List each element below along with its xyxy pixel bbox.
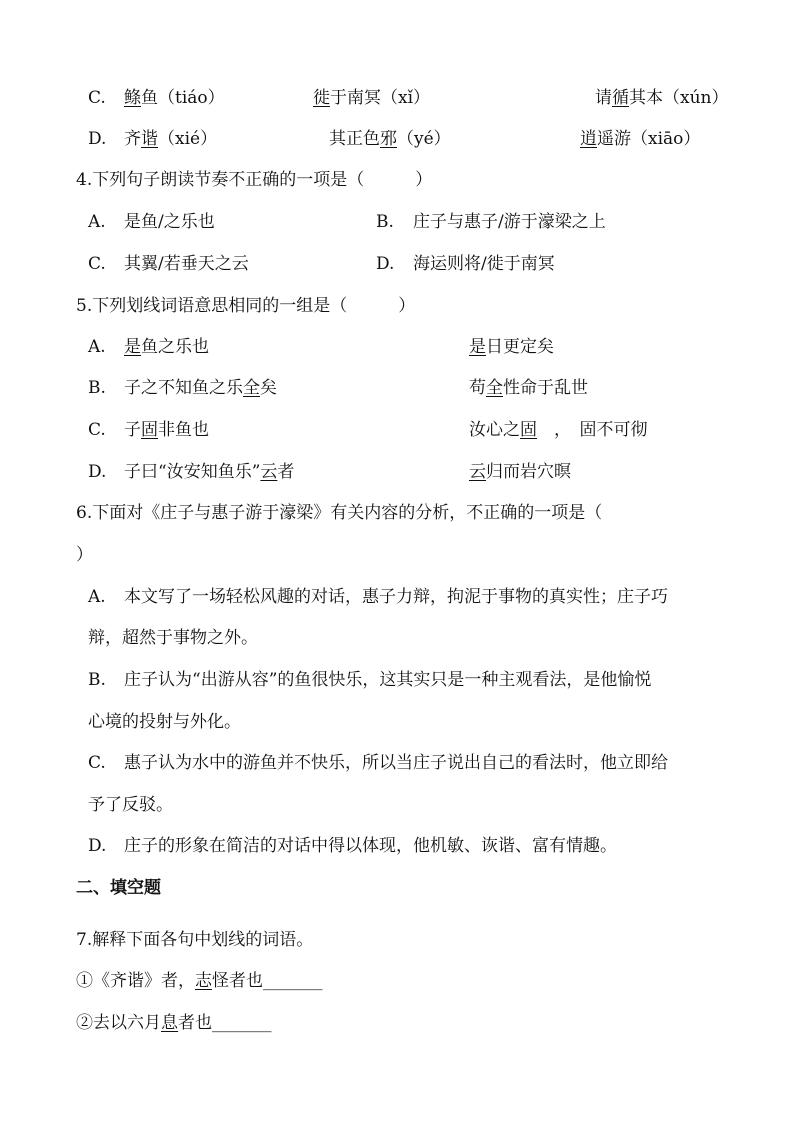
q5-c-left: 子固非鱼也 bbox=[124, 420, 209, 440]
q6-b-line1: 庄子认为“出游从容”的鱼很快乐，这其实只是一种主观看法，是他愉悦 bbox=[124, 670, 652, 690]
q4-c-letter: C. bbox=[88, 254, 106, 274]
q6-c-line2: 予了反驳。 bbox=[88, 795, 173, 815]
q3-option-d-2: 其正色邪（yé） bbox=[329, 129, 451, 149]
q5-d-letter: D. bbox=[88, 462, 107, 482]
q6-stem-line2: ） bbox=[76, 545, 93, 565]
q5-a-left: 是鱼之乐也 bbox=[124, 337, 209, 357]
q6-d-letter: D. bbox=[88, 836, 107, 856]
q3-option-d-3: 逍遥游（xiāo） bbox=[580, 129, 701, 149]
q4-a-letter: A. bbox=[88, 212, 106, 232]
q5-c-right: 汝心之固 ， 固不可彻 bbox=[469, 420, 648, 440]
q5-d-left: 子曰“汝安知鱼乐”云者 bbox=[124, 462, 295, 482]
q4-d-letter: D. bbox=[376, 254, 395, 274]
q5-b-left: 子之不知鱼之乐全矣 bbox=[124, 378, 277, 398]
q4-b-text: 庄子与惠子/游于濠梁之上 bbox=[413, 212, 606, 232]
q3-option-c-3: 请循其本（xún） bbox=[595, 88, 729, 108]
q7-stem: 7.解释下面各句中划线的词语。 bbox=[76, 930, 314, 950]
q6-c-letter: C. bbox=[88, 753, 106, 773]
q5-b-right: 苟全性命于乱世 bbox=[469, 378, 588, 398]
q4-b-letter: B. bbox=[376, 212, 394, 232]
q5-stem: 5.下列划线词语意思相同的一组是（ ） bbox=[76, 296, 416, 316]
q4-c-text: 其翼/若垂天之云 bbox=[124, 254, 249, 274]
q6-a-letter: A. bbox=[88, 587, 106, 607]
q5-a-right: 是日更定矣 bbox=[469, 337, 554, 357]
q3-option-d-1: 齐谐（xié） bbox=[124, 129, 218, 149]
q4-d-text: 海运则将/徙于南冥 bbox=[413, 254, 555, 274]
q6-c-line1: 惠子认为水中的游鱼并不快乐，所以当庄子说出自己的看法时，他立即给 bbox=[124, 753, 668, 773]
q6-a-line2: 辩，超然于事物之外。 bbox=[88, 628, 258, 648]
q6-a-line1: 本文写了一场轻松风趣的对话，惠子力辩，拘泥于事物的真实性；庄子巧 bbox=[124, 587, 668, 607]
q4-stem: 4.下列句子朗读节奏不正确的一项是（ ） bbox=[76, 170, 433, 190]
q3-option-c-letter: C. bbox=[88, 88, 106, 108]
q3-option-c-2: 徙于南冥（xǐ） bbox=[313, 88, 431, 108]
q3-option-d-letter: D. bbox=[88, 129, 107, 149]
q6-d-text: 庄子的形象在简洁的对话中得以体现，他机敏、诙谐、富有情趣。 bbox=[124, 836, 617, 856]
q5-c-letter: C. bbox=[88, 420, 106, 440]
q3-option-c-1: 鲦鱼（tiáo） bbox=[124, 88, 225, 108]
q6-b-letter: B. bbox=[88, 670, 106, 690]
section-title-fill-blank: 二、填空题 bbox=[76, 878, 161, 898]
q5-a-letter: A. bbox=[88, 337, 106, 357]
q7-item-1: ①《齐谐》者，志怪者也_______ bbox=[76, 971, 323, 991]
q6-stem-line1: 6.下面对《庄子与惠子游于濠梁》有关内容的分析，不正确的一项是（ bbox=[76, 503, 603, 523]
q6-b-line2: 心境的投射与外化。 bbox=[88, 712, 241, 732]
q7-item-2: ②去以六月息者也_______ bbox=[76, 1013, 272, 1033]
q4-a-text: 是鱼/之乐也 bbox=[124, 212, 215, 232]
q5-b-letter: B. bbox=[88, 378, 106, 398]
q5-d-right: 云归而岩穴暝 bbox=[469, 462, 571, 482]
